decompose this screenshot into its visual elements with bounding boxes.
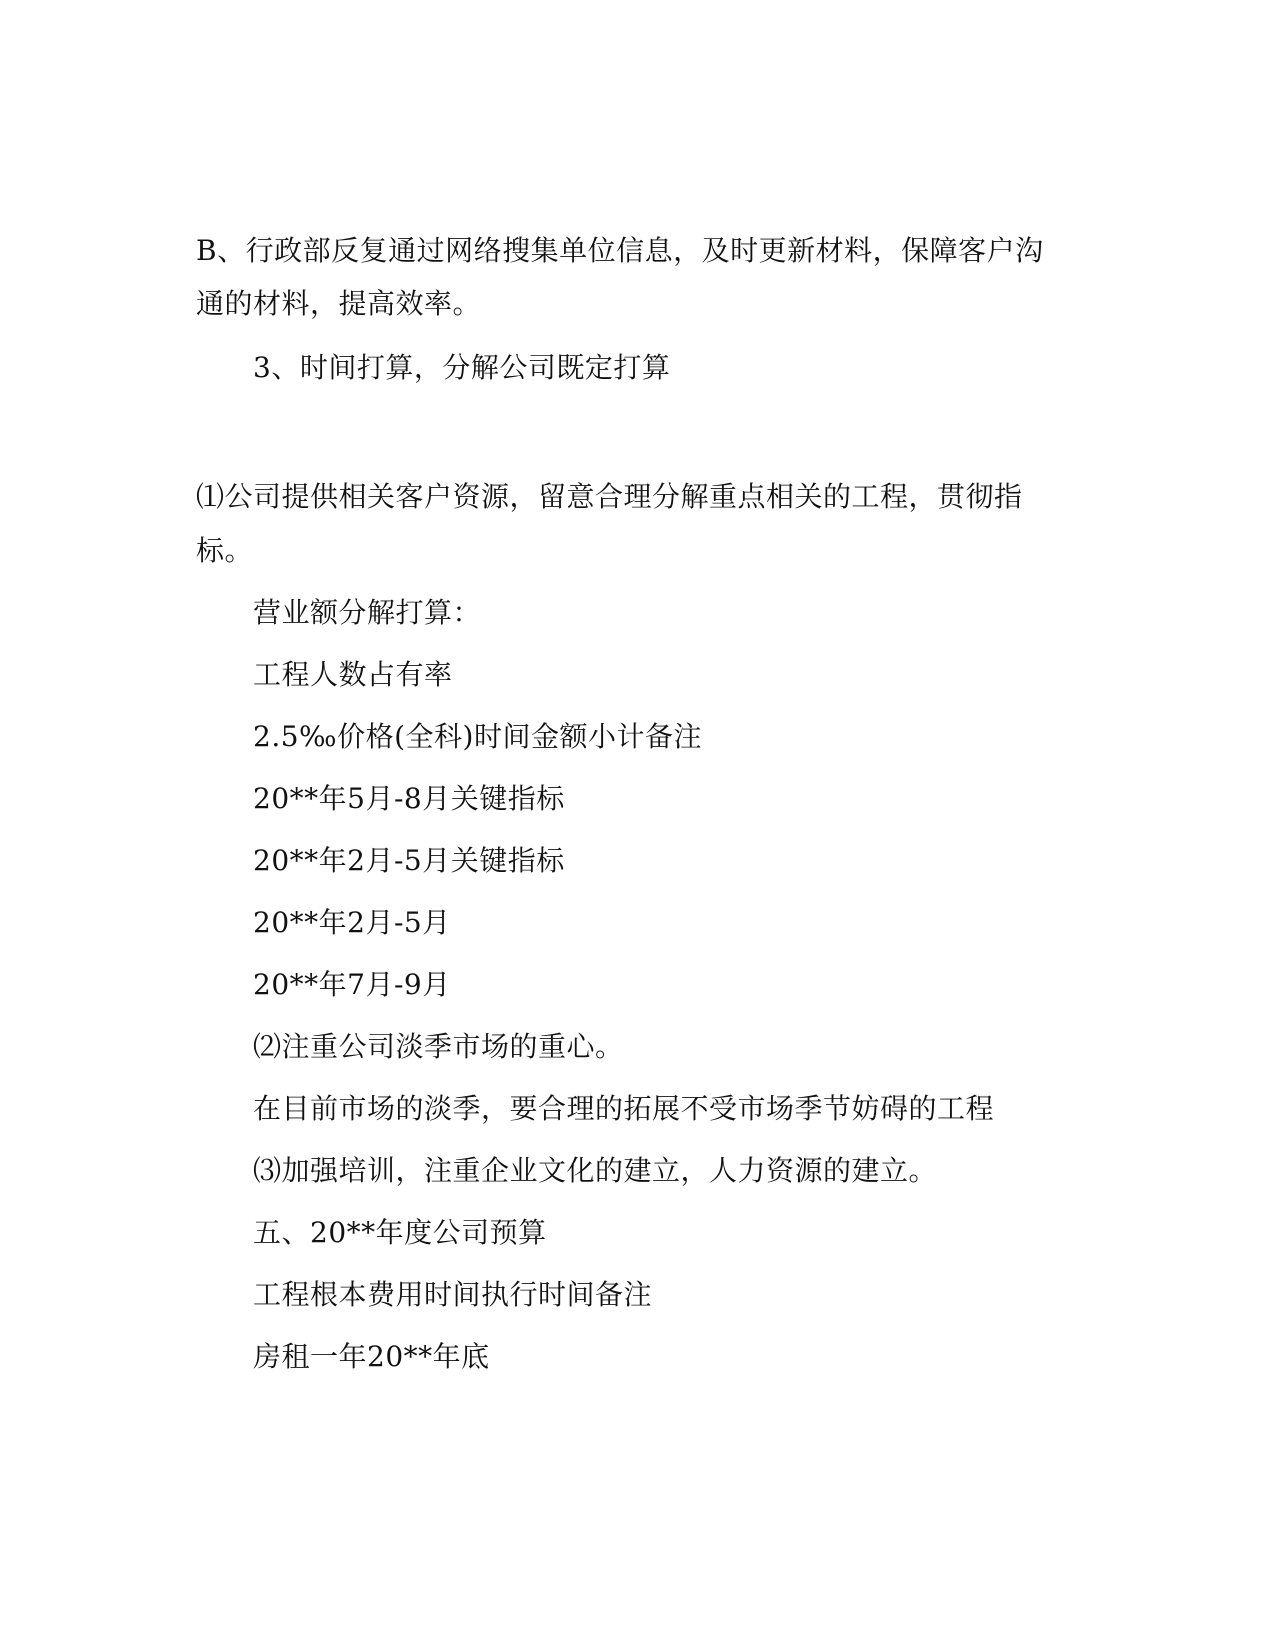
paragraph-line: 20**年7月-9月 (253, 968, 451, 1001)
paragraph-line: B、行政部反复通过网络搜集单位信息，及时更新材料，保障客户沟 (196, 234, 1044, 267)
paragraph-line: 工程人数占有率 (253, 658, 453, 691)
paragraph-line: 2.5‰价格(全科)时间金额小计备注 (253, 720, 702, 753)
paragraph-line: 20**年5月-8月关键指标 (253, 782, 565, 815)
paragraph-line: 通的材料，提高效率。 (196, 287, 482, 320)
paragraph-line: 营业额分解打算： (253, 596, 482, 629)
paragraph-line: 20**年2月-5月 (253, 906, 451, 939)
paragraph-line: 20**年2月-5月关键指标 (253, 844, 565, 877)
paragraph-line: 五、20**年度公司预算 (253, 1216, 547, 1249)
paragraph-line: ⑵注重公司淡季市场的重心。 (253, 1030, 624, 1063)
paragraph-line: 3、时间打算，分解公司既定打算 (253, 351, 671, 384)
paragraph-line: ⑴公司提供相关客户资源，留意合理分解重点相关的工程，贯彻指 (196, 480, 1023, 513)
paragraph-line: 标。 (196, 534, 254, 567)
paragraph-line: 工程根本费用时间执行时间备注 (253, 1278, 653, 1311)
paragraph-line: ⑶加强培训，注重企业文化的建立，人力资源的建立。 (253, 1154, 938, 1187)
paragraph-line: 在目前市场的淡季，要合理的拓展不受市场季节妨碍的工程 (253, 1092, 995, 1125)
paragraph-line: 房租一年20**年底 (253, 1340, 490, 1373)
